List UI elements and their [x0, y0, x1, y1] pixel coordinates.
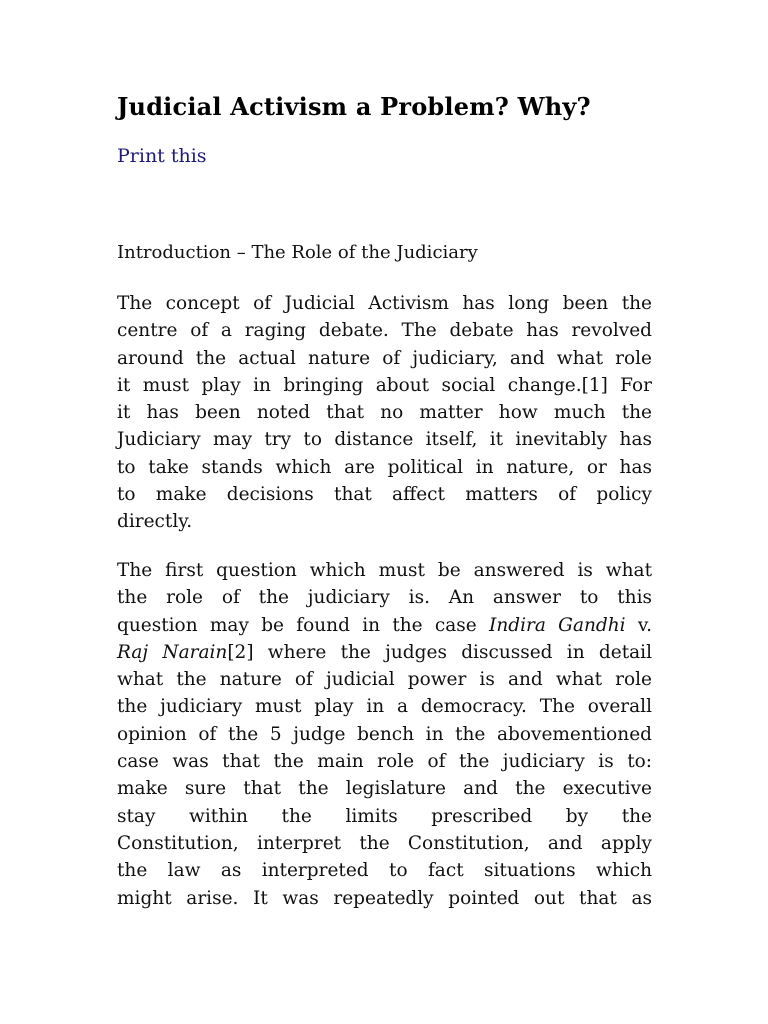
- paragraph-line: case was that the main role of the judiciary is to:: [117, 751, 652, 773]
- paragraph-line: The first question which must be answered is what: [117, 560, 652, 581]
- paragraph-line: to make decisions that affect matters of policy: [117, 484, 652, 506]
- paragraph-line: what the nature of judicial power is and what role: [117, 669, 652, 691]
- paragraph-role-of-judiciary: [117, 557, 652, 912]
- text-segment: question may be found in the case: [117, 614, 490, 636]
- paragraph-line: centre of a raging debate. The debate has revolved: [117, 320, 652, 342]
- text-segment: [2] where the judges discussed in detail: [227, 641, 652, 663]
- paragraph-line: [117, 612, 652, 639]
- paragraph-line: Judiciary may try to distance itself, it inevitably has: [117, 429, 652, 451]
- paragraph-intro: [117, 290, 652, 536]
- paragraph-line: make sure that the legislature and the executive: [117, 778, 652, 800]
- paragraph-line: directly.: [117, 511, 193, 533]
- text-segment: v.: [625, 614, 652, 636]
- paragraph-line: stay within the limits prescribed by the: [117, 805, 652, 827]
- print-this-link[interactable]: Print this: [117, 145, 207, 167]
- page-title: Judicial Activism a Problem? Why?: [117, 92, 591, 121]
- paragraph-line: opinion of the 5 judge bench in the abovementioned: [117, 723, 652, 745]
- paragraph-line: Constitution, interpret the Constitution, and apply: [117, 832, 652, 854]
- section-heading: Introduction – The Role of the Judiciary: [117, 242, 478, 263]
- paragraph-line: it must play in bringing about social change.[1] For: [117, 374, 652, 396]
- paragraph-line: the role of the judiciary is. An answer to this: [117, 587, 652, 609]
- paragraph-line: might arise. It was repeatedly pointed out that as: [117, 887, 652, 909]
- paragraph-line: the judiciary must play in a democracy. The overall: [117, 696, 652, 718]
- case-name-raj-narain: Raj Narain: [117, 641, 228, 663]
- paragraph-line: The concept of Judicial Activism has long been the: [117, 293, 652, 314]
- paragraph-line: the law as interpreted to fact situations which: [117, 860, 652, 882]
- paragraph-line: [117, 639, 652, 666]
- paragraph-line: around the actual nature of judiciary, and what role: [117, 347, 652, 369]
- paragraph-line: it has been noted that no matter how much the: [117, 402, 652, 424]
- paragraph-line: to take stands which are political in nature, or has: [117, 456, 652, 478]
- case-name-indira-gandhi: Indira Gandhi: [489, 614, 626, 636]
